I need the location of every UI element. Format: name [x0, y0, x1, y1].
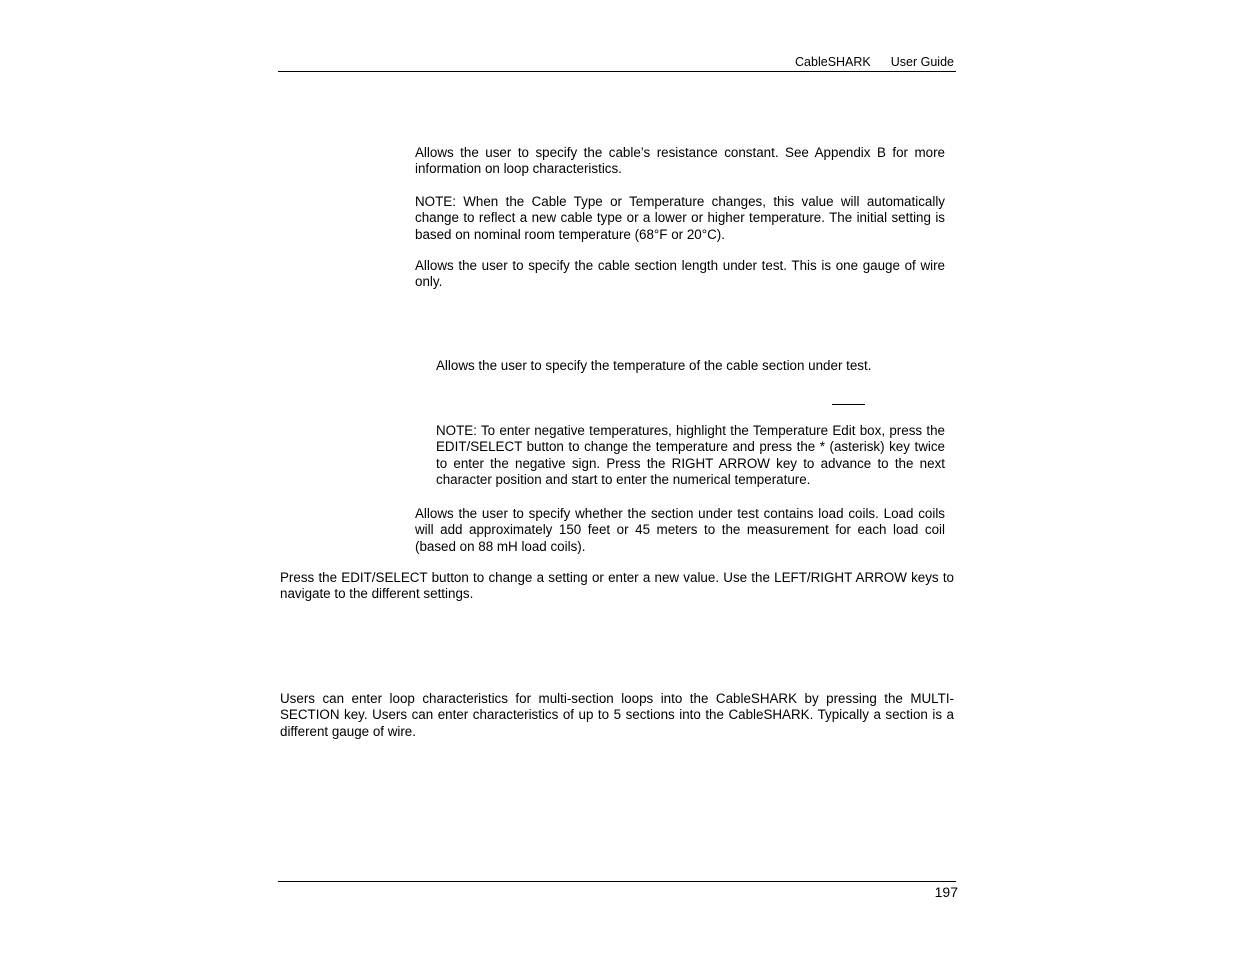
footer-rule — [278, 881, 956, 882]
temperature-note: NOTE: To enter negative temperatures, highlight the Temperature Edit box, press the EDIT/SELECT button to change the temperature and press the * (asterisk) key twice to enter the negative sign. Press the RIGHT ARROW key to advance to the next character position and start to enter the numerical temperature. — [436, 423, 945, 488]
multi-section-paragraph: Users can enter loop characteristics for multi-section loops into the CableSHARK by pressing the MULTI-SECTION key. Users can enter characteristics of up to 5 sections into the CableSHARK. Typically a section is a different gauge of wire. — [280, 691, 954, 739]
resistance-note: NOTE: When the Cable Type or Temperature changes, this value will automatically change to reflect a new cable type or a lower or higher temperature. The initial setting is based on nominal room temperature (68°F or 20°C). — [415, 194, 945, 242]
temperature-description: Allows the user to specify the temperature of the cable section under test. — [436, 358, 872, 373]
header-rule — [278, 71, 956, 72]
header-product: CableSHARK — [795, 55, 871, 69]
load-coils-description: Allows the user to specify whether the section under test contains load coils. Load coils will add approximately 150 feet or 45 meters to the measurement for each load coil (based on 88 mH load coils). — [415, 506, 945, 554]
resistance-description: Allows the user to specify the cable’s resistance constant. See Appendix B for more information on loop characteristics. — [415, 145, 945, 177]
edit-select-paragraph: Press the EDIT/SELECT button to change a setting or enter a new value. Use the LEFT/RIGHT ARROW keys to navigate to the different settings. — [280, 570, 954, 602]
header-doc-title: User Guide — [890, 55, 954, 69]
running-header — [278, 55, 954, 69]
short-rule — [832, 404, 865, 405]
length-description: Allows the user to specify the cable section length under test. This is one gauge of wire only. — [415, 258, 945, 290]
page-number: 197 — [934, 884, 958, 900]
